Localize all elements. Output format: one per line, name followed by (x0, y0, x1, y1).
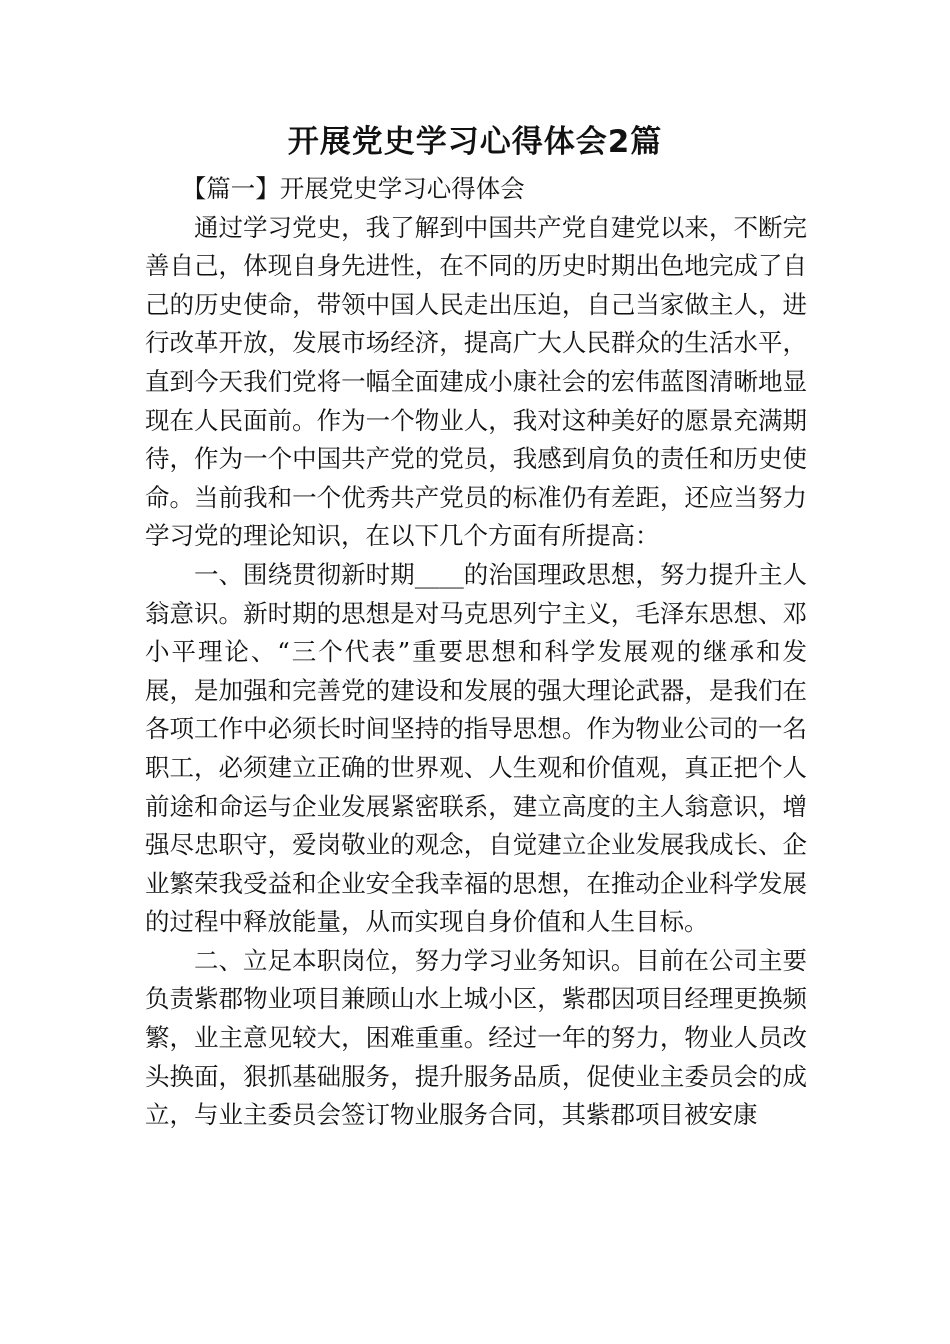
document-body (145, 170, 807, 1135)
body-paragraph: 通过学习党史，我了解到中国共产党自建党以来，不断完善自己，体现自身先进性，在不同的历史时期出色地完成了自己的历史使命，带领中国人民走出压迫，自己当家做主人，进行改革开放，发展市场经济，提高广大人民群众的生活水平，直到今天我们党将一幅全面建成小康社会的宏伟蓝图清晰地显现在人民面前。作为一个物业人，我对这种美好的愿景充满期待，作为一个中国共产党的党员，我感到肩负的责任和历史使命。当前我和一个优秀共产党员的标准仍有差距，还应当努力学习党的理论知识，在以下几个方面有所提高： (145, 212, 807, 551)
body-paragraph: 二、立足本职岗位，努力学习业务知识。目前在公司主要负责紫郡物业项目兼顾山水上城小区，紫郡因项目经理更换频繁，业主意见较大，困难重重。经过一年的努力，物业人员改头换面，狠抓基础服务，提升服务品质，促使业主委员会的成立，与业主委员会签订物业服务合同，其紫郡项目被安康 (145, 945, 807, 1130)
body-paragraph: 一、围绕贯彻新时期____的治国理政思想，努力提升主人翁意识。新时期的思想是对马克思列宁主义，毛泽东思想、邓小平理论、“三个代表”重要思想和科学发展观的继承和发展，是加强和完善党的建设和发展的强大理论武器，是我们在各项工作中必须长时间坚持的指导思想。作为物业公司的一名职工，必须建立正确的世界观、人生观和价值观，真正把个人前途和命运与企业发展紧密联系，建立高度的主人翁意识，增强尽忠职守，爱岗敬业的观念，自觉建立企业发展我成长、企业繁荣我受益和企业安全我幸福的思想，在推动企业科学发展的过程中释放能量，从而实现自身价值和人生目标。 (145, 559, 807, 937)
document-title: 开展党史学习心得体会2篇 (287, 124, 663, 160)
section-heading: 【篇一】开展党史学习心得体会 (181, 174, 525, 203)
